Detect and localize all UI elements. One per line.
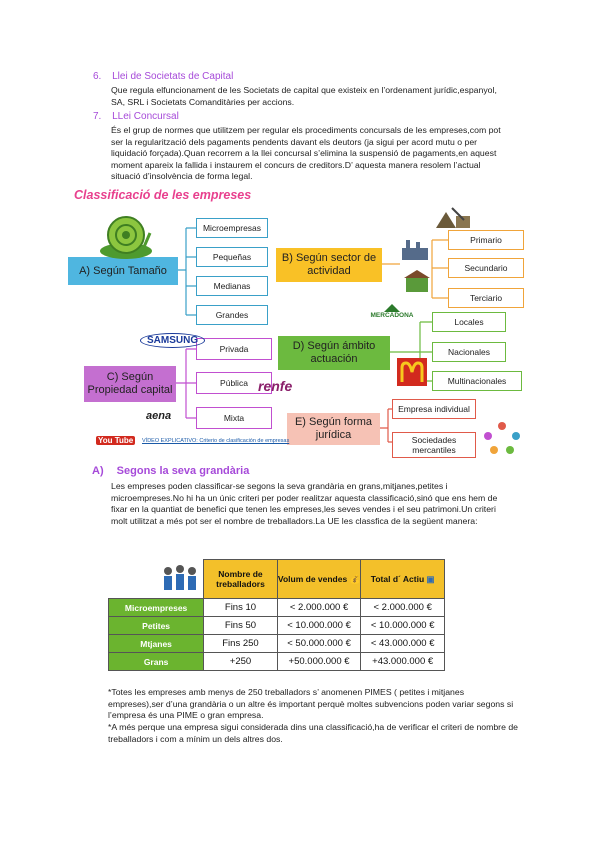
note-pimes: *Totes les empreses amb menys de 250 treballadors s’ anomenen PIMES ( petites i mitjanes empreses),ser d’una grandària o un altre és important perquè moltes subvencions poden variar segons si l’empresa és una PIME o gran empresa. [108, 687, 514, 721]
table-row [109, 635, 445, 653]
cell-assets: < 10.000.000 € [361, 617, 445, 635]
people-circle-icon [482, 420, 522, 454]
cell-workers: Fins 50 [204, 617, 278, 635]
subsection-label: A) [92, 465, 104, 477]
table-header: Nombre de treballadors [204, 560, 278, 599]
tamano-item: Medianas [196, 276, 268, 296]
list-item-6-text: Que regula elfuncionament de les Societats de capital que existeix en l’ordenament jurídic,espanyol, SA, SRL i Societats Comanditàries per accions. [111, 85, 497, 107]
propiedad-item: Mixta [196, 407, 272, 429]
money-bag-icon: 💰 [349, 574, 361, 584]
ambito-item: Locales [432, 312, 506, 332]
list-title: Llei de Societats de Capital [112, 71, 234, 82]
table-row [109, 653, 445, 671]
table-corner [109, 560, 204, 599]
table-header-text: Volum de vendes [277, 574, 348, 584]
ambito-item: Nacionales [432, 342, 506, 362]
category-tamano: A) Según Tamaño [68, 257, 178, 285]
subsection-title: Segons la seva grandària [116, 465, 250, 477]
cell-workers: +250 [204, 653, 278, 671]
ambito-item: Multinacionales [432, 371, 522, 391]
mining-icon [432, 206, 472, 230]
aena-logo: aena [146, 410, 172, 422]
note-criteria: *A més perque una empresa sigui considerada dins una classificació,ha de verificar el criteri de nombre de treballadors i com a mínim un dels altres dos. [108, 722, 518, 744]
renfe-logo: renfe [258, 378, 293, 394]
list-number: 7. [93, 111, 102, 122]
samsung-logo: SAMSUNG [140, 333, 205, 348]
row-label: Microempreses [109, 599, 204, 617]
table-header [361, 560, 445, 599]
mercadona-emblem-icon [384, 304, 400, 312]
row-label: Grans [109, 653, 204, 671]
section-title: Classificació de les empreses [74, 188, 252, 202]
video-link[interactable]: VÍDEO EXPLICATIVO: Criterio de clasificación de empresas [142, 438, 290, 444]
youtube-label: You Tube [98, 436, 134, 445]
table-header-text: Total d´ Actiu [370, 574, 425, 584]
subsection-text: Les empreses poden classificar-se segons la seva grandària en grans,mitjanes,petites i microempreses.No hi ha un únic criteri per poder realitzar aquesta classificació,sinó que ens hem de fixar en la quantiat de benefici que tenen les empreses,les seves vendes i el seu patrimoni.Un criteri molt utilitzat a més pot ser el nombre de treballadors.La UE les classfica de la següent manera: [111, 481, 498, 526]
sector-item: Terciario [448, 288, 524, 308]
cell-sales: < 2.000.000 € [277, 599, 361, 617]
cell-workers: Fins 10 [204, 599, 278, 617]
list-title: LLei Concursal [112, 111, 179, 122]
mercadona-label: MERCADONA [370, 312, 414, 319]
category-ambito: D) Según ámbito actuación [278, 336, 390, 370]
table-row [109, 617, 445, 635]
category-propiedad: C) Según Propiedad capital [84, 366, 176, 402]
list-number: 6. [93, 71, 102, 82]
row-label: Mtjanes [109, 635, 204, 653]
subsection-heading [92, 465, 249, 477]
tamano-item: Grandes [196, 305, 268, 325]
mercadona-logo [366, 304, 418, 319]
youtube-logo[interactable] [96, 436, 135, 445]
table-row [109, 599, 445, 617]
forma-item: Empresa individual [392, 399, 476, 419]
cell-sales: < 50.000.000 € [277, 635, 361, 653]
table-header [277, 560, 361, 599]
mcdonalds-logo-icon [397, 358, 427, 386]
cell-workers: Fins 250 [204, 635, 278, 653]
safe-icon: ▣ [426, 574, 435, 584]
cell-assets: +43.000.000 € [361, 653, 445, 671]
farm-icon [404, 270, 430, 292]
cell-assets: < 43.000.000 € [361, 635, 445, 653]
propiedad-item: Privada [196, 338, 272, 360]
list-item-7-text: És el grup de normes que utilitzem per regular els procediments concursals de les empreses,com pot ser la regularització dels pagaments pendents davant els deutors (ja sigui per acord mutu o per liquidació forçada).Quan recorrem a la llei concursal s’elimina la suspensió de pagaments,en aquest moment apareix la fallida i instaurem el concurs de creditors.D’ aquesta manera resolem l’actual situació d’insolvència de forma legal. [111, 125, 501, 182]
category-sector: B) Según sector de actividad [276, 248, 382, 282]
sector-item: Secundario [448, 258, 524, 278]
snail-illustration [96, 211, 154, 261]
category-forma: E) Según forma jurídica [287, 413, 380, 445]
row-label: Petites [109, 617, 204, 635]
factory-icon [400, 238, 430, 260]
cell-sales: < 10.000.000 € [277, 617, 361, 635]
propiedad-item: Pública [196, 372, 272, 394]
sector-item: Primario [448, 230, 524, 250]
tamano-item: Microempresas [196, 218, 268, 238]
cell-sales: +50.000.000 € [277, 653, 361, 671]
size-table [108, 559, 445, 671]
forma-item: Sociedades mercantiles [392, 432, 476, 458]
tamano-item: Pequeñas [196, 247, 268, 267]
cell-assets: < 2.000.000 € [361, 599, 445, 617]
